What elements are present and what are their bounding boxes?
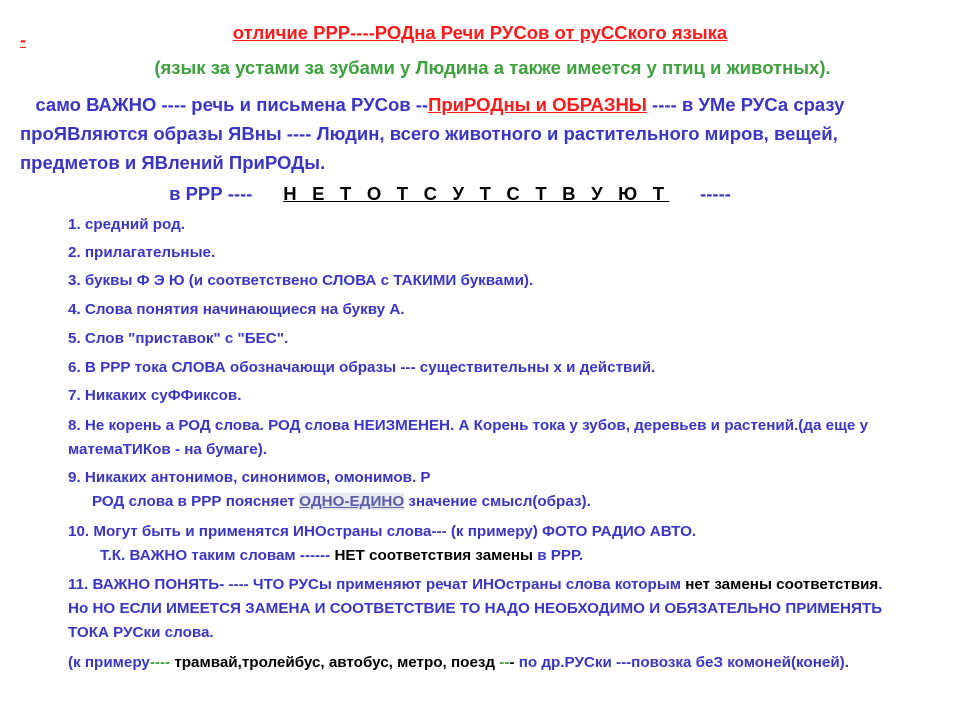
item9-post: значение смысл(образ). [404, 493, 591, 510]
intro-part2: ---- в УМе РУСа сразу проЯВляются образы ЯВны ---- Людин, всего животного и растительного миров, вещей, предметов и ЯВлений ПриРОДы. [20, 94, 845, 173]
list-item-1: 1. средний род. [68, 216, 185, 233]
absent-prefix: в РРР ---- [169, 183, 253, 204]
list-item-4: 4. Слова понятия начинающиеся на букву А. [68, 301, 405, 318]
intro-paragraph [20, 90, 940, 177]
intro-highlight: ПриРОДны и ОБРАЗНЫ [428, 94, 647, 115]
ex-part1: (к примеру [68, 654, 150, 671]
example-line [68, 651, 888, 675]
item10-post: в РРР. [533, 547, 584, 564]
absent-label: Н Е Т О Т С У Т С Т В У Ю Т [283, 183, 670, 204]
title-marker: - [20, 30, 26, 50]
ex-part3: трамвай,тролейбус, автобус, метро, поезд [170, 654, 500, 671]
page-title: отличие РРР----РОДна Речи РУСов от руССкого языка [232, 22, 728, 43]
list-item-9: 9. Никаких антонимов, синонимов, омонимов. Р [68, 469, 431, 486]
list-item-10: 10. Могут быть и применятся ИНОстраны слова--- (к примеру) ФОТО РАДИО АВТО. [68, 523, 697, 540]
absent-heading [0, 183, 900, 205]
item11-part1: 11. ВАЖНО ПОНЯТЬ- ---- ЧТО РУСы применяют речат ИНОстраны слова которым [68, 576, 686, 593]
intro-part1: само ВАЖНО ---- речь и письмена РУСов -- [35, 94, 429, 115]
item9-highlight: ОДНО-ЕДИНО [299, 493, 405, 510]
list-item-3: 3. буквы Ф Э Ю (и соответствено СЛОВА с ТАКИМИ буквами). [68, 272, 534, 289]
absent-suffix: ----- [700, 183, 731, 204]
list-item-10-cont [100, 544, 583, 568]
list-item-8: 8. Не корень а РОД слова. РОД слова НЕИЗМЕНЕН. А Корень тока у зубов, деревьев и растений.(да еще у матемаТИКов - на бумаге). [68, 417, 869, 458]
item11-black: нет замены соответствия [685, 576, 879, 593]
list-item-6: 6. В РРР тока СЛОВА обозначающи образы --- существительны х и действий. [68, 359, 656, 376]
ex-part6: по др.РУСки ---повозка беЗ комоней(коней). [514, 654, 849, 671]
item9-pre: РОД слова в РРР поясняет [92, 493, 300, 510]
ex-part4: -- [499, 654, 510, 671]
subtitle: (язык за устами за зубами у Людина а также имеется у птиц и животных). [154, 57, 831, 78]
list-item-5: 5. Слов "приставок" с "БЕС". [68, 330, 289, 347]
ex-part2: ---- [149, 654, 171, 671]
list-item-9-cont [92, 490, 591, 514]
list-item-7: 7. Никаких суФФиксов. [68, 387, 242, 404]
list-item-11 [68, 573, 888, 645]
list-item-2: 2. прилагательные. [68, 244, 216, 261]
item11-part3: . Но НО ЕСЛИ ИМЕЕТСЯ ЗАМЕНА И СООТВЕТСТВИЕ ТО НАДО НЕОБХОДИМО И ОБЯЗАТЕЛЬНО ПРИМЕНЯТЬ ТОКА РУСки слова. [68, 576, 883, 641]
item10-black: НЕТ соответствия замены [334, 547, 533, 564]
item10-pre: Т.К. ВАЖНО таким словам ------ [100, 547, 335, 564]
ex-part5: - [509, 654, 515, 671]
